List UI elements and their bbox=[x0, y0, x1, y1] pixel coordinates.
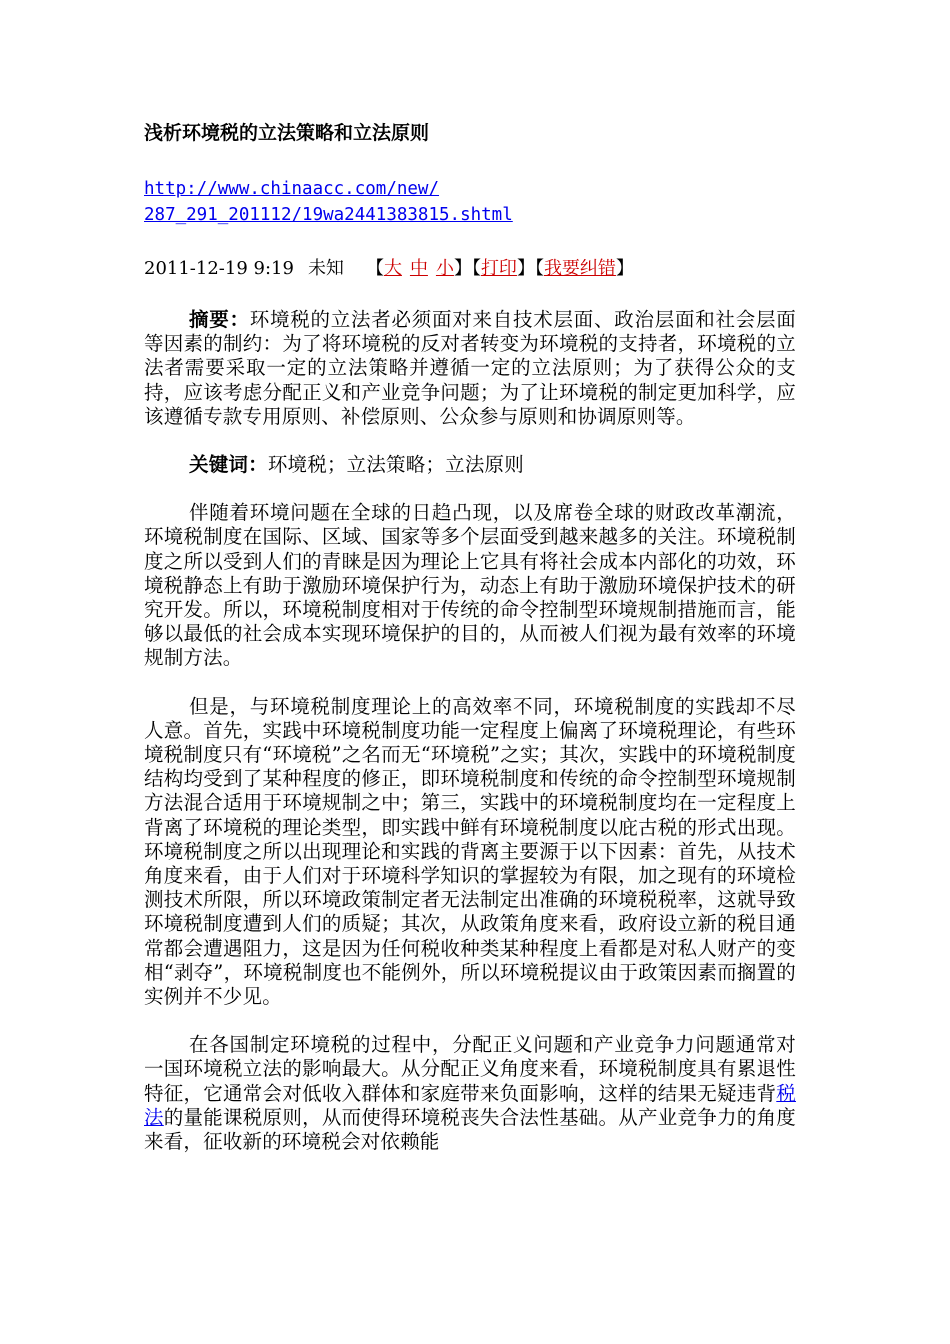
abstract-text: 环境税的立法者必须面对来自技术层面、政治层面和社会层面等因素的制约：为了将环境税的反对者转变为环境税的支持者，环境税的立法者需要采取一定的立法策略并遵循一定的立法原则；为了获得公众的支持，应该考虑分配正义和产业竞争问题；为了让环境税的制定更加科学，应该遵循专款专用原则、补偿原则、公众参与原则和协调原则等。 bbox=[144, 308, 796, 428]
tax-law-link[interactable]: 税法 bbox=[144, 1081, 796, 1129]
author: 未知 bbox=[307, 258, 344, 279]
source-url bbox=[144, 176, 796, 228]
paragraph-3-text-end: 的量能课税原则，从而使得环境税丧失合法性基础。从产业竞争力的角度来看，征收新的环境税会对依赖能 bbox=[144, 1105, 796, 1154]
keywords-text: 环境税；立法策略；立法原则 bbox=[267, 453, 524, 477]
paragraph-1: 伴随着环境问题在全球的日趋凸现，以及席卷全球的财政改革潮流，环境税制度在国际、区域、国家等多个层面受到越来越多的关注。环境税制度之所以受到人们的青睐是因为理论上它具有将社会成本内部化的功效，环境税静态上有助于激励环境保护行为，动态上有助于激励环境保护技术的研究开发。所以，环境税制度相对于传统的命令控制型环境规制措施而言，能够以最低的社会成本实现环境保护的目的，从而被人们视为最有效率的环境规制方法。 bbox=[144, 501, 796, 670]
article-meta bbox=[144, 254, 796, 284]
print-link[interactable]: 打印 bbox=[480, 258, 517, 279]
paragraph-3-text-start: 在各国制定环境税的过程中，分配正义问题和产业竞争力问题通常对一国环境税立法的影响最大。从分配正义角度来看，环境税制度具有累退性特征，它通常会对低收入群体和家庭带来负面影响，这样的结果无疑违背 bbox=[144, 1033, 796, 1105]
publish-date: 2011-12-19 9:19 bbox=[144, 258, 294, 279]
bracket-open: 【 bbox=[534, 258, 544, 279]
font-size-medium-link[interactable]: 中 bbox=[409, 258, 428, 279]
font-size-small-link[interactable]: 小 bbox=[435, 258, 454, 279]
article bbox=[144, 120, 796, 1178]
keywords-label: 关键词： bbox=[189, 453, 268, 477]
bracket-open: 【 bbox=[365, 258, 384, 279]
source-url-link-line2[interactable]: 287_291_201112/19wa2441383815.shtml bbox=[144, 205, 513, 225]
bracket-close: 】 bbox=[615, 258, 634, 279]
page-title: 浅析环境税的立法策略和立法原则 bbox=[144, 122, 430, 144]
source-url-link-line1[interactable]: http://www.chinaacc.com/new/ bbox=[144, 179, 440, 199]
paragraph-2: 但是，与环境税制度理论上的高效率不同，环境税制度的实践却不尽人意。首先，实践中环境税制度功能一定程度上偏离了环境税理论，有些环境税制度只有“环境税”之名而无“环境税”之实；其次，实践中的环境税制度结构均受到了某种程度的修正，即环境税制度和传统的命令控制型环境规制方法混合适用于环境规制之中；第三，实践中的环境税制度均在一定程度上背离了环境税的理论类型，即实践中鲜有环境税制度以庇古税的形式出现。环境税制度之所以出现理论和实践的背离主要源于以下因素：首先，从技术角度来看，由于人们对于环境科学知识的掌握较为有限，加之现有的环境检测技术所限，所以环境政策制定者无法制定出准确的环境税税率，这就导致环境税制度遭到人们的质疑；其次，从政策角度来看，政府设立新的税目通常都会遭遇阻力，这是因为任何税收种类某种程度上看都是对私人财产的变相“剥夺”，环境税制度也不能例外，所以环境税提议由于政策因素而搁置的实例并不少见。 bbox=[144, 694, 796, 1009]
bracket-close: 】 bbox=[453, 258, 472, 279]
report-error-link[interactable]: 我要纠错 bbox=[543, 258, 616, 279]
bracket-close: 】 bbox=[516, 258, 535, 279]
abstract bbox=[144, 308, 796, 429]
font-size-large-link[interactable]: 大 bbox=[383, 258, 402, 279]
bracket-open: 【 bbox=[471, 258, 481, 279]
abstract-label: 摘要： bbox=[189, 308, 250, 331]
paragraph-3 bbox=[144, 1033, 796, 1154]
keywords bbox=[144, 453, 796, 477]
